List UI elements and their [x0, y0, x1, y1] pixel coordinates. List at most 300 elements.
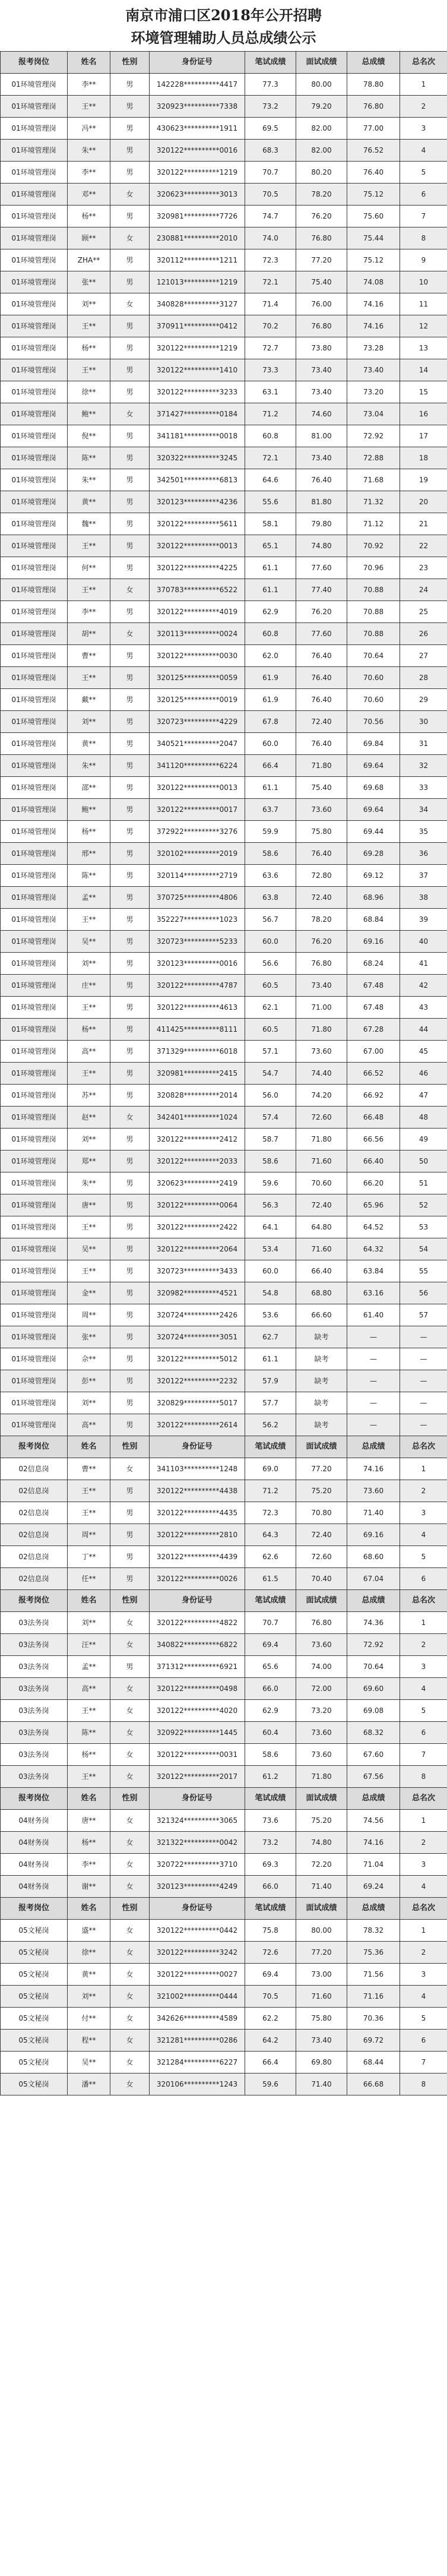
cell-rank: — — [400, 1348, 447, 1370]
cell-written-score: 62.7 — [245, 1326, 296, 1348]
cell-id-number: 320723**********5233 — [150, 931, 245, 953]
table-row — [1, 227, 447, 249]
cell-id-number: 320122**********0064 — [150, 1194, 245, 1216]
header-gender: 性别 — [110, 1788, 150, 1810]
cell-rank: 38 — [400, 887, 447, 909]
cell-rank: 5 — [400, 2008, 447, 2030]
cell-interview-score: 66.60 — [296, 1304, 347, 1326]
header-name: 姓名 — [68, 1590, 110, 1612]
cell-gender: 男 — [110, 997, 150, 1019]
cell-rank: 9 — [400, 249, 447, 271]
cell-interview-score: 71.40 — [296, 1876, 347, 1898]
cell-rank: 1 — [400, 1612, 447, 1634]
cell-interview-score: 缺考 — [296, 1370, 347, 1392]
cell-id-number: 320828**********2014 — [150, 1085, 245, 1107]
cell-id-number: 320122**********0013 — [150, 535, 245, 557]
cell-total-score: 69.16 — [347, 1524, 400, 1546]
score-table-body — [1, 52, 447, 2095]
cell-name: 付** — [68, 2008, 110, 2030]
cell-position: 01环境管理岗 — [1, 843, 68, 865]
cell-gender: 男 — [110, 843, 150, 865]
cell-id-number: 341181**********0018 — [150, 425, 245, 447]
cell-interview-score: 77.20 — [296, 249, 347, 271]
cell-id-number: 142228**********4417 — [150, 74, 245, 96]
table-row — [1, 162, 447, 184]
cell-total-score: 69.24 — [347, 1876, 400, 1898]
cell-written-score: 62.9 — [245, 601, 296, 623]
cell-position: 01环境管理岗 — [1, 184, 68, 206]
header-position: 报考岗位 — [1, 1590, 68, 1612]
cell-position: 03法务岗 — [1, 1744, 68, 1766]
cell-interview-score: 82.00 — [296, 140, 347, 162]
cell-interview-score: 73.20 — [296, 1700, 347, 1722]
table-row — [1, 821, 447, 843]
cell-position: 01环境管理岗 — [1, 293, 68, 315]
cell-interview-score: 72.00 — [296, 1678, 347, 1700]
cell-interview-score: 73.60 — [296, 799, 347, 821]
cell-id-number: 371427**********0184 — [150, 403, 245, 425]
header-gender: 性别 — [110, 52, 150, 74]
cell-position: 01环境管理岗 — [1, 513, 68, 535]
cell-id-number: 352227**********1023 — [150, 909, 245, 931]
table-row — [1, 359, 447, 381]
cell-id-number: 320122**********0031 — [150, 1744, 245, 1766]
cell-written-score: 58.1 — [245, 513, 296, 535]
table-row — [1, 777, 447, 799]
cell-name: 王** — [68, 667, 110, 689]
cell-position: 05文秘岗 — [1, 2052, 68, 2074]
cell-id-number: 320112**********1211 — [150, 249, 245, 271]
cell-name: 任** — [68, 1568, 110, 1590]
cell-id-number: 340521**********2047 — [150, 733, 245, 755]
cell-written-score: 61.9 — [245, 689, 296, 711]
cell-written-score: 62.1 — [245, 997, 296, 1019]
cell-rank: 27 — [400, 645, 447, 667]
cell-rank: 2 — [400, 1832, 447, 1854]
cell-gender: 女 — [110, 1920, 150, 1942]
cell-written-score: 60.4 — [245, 1722, 296, 1744]
cell-written-score: 61.2 — [245, 1766, 296, 1788]
table-row — [1, 579, 447, 601]
cell-position: 01环境管理岗 — [1, 1150, 68, 1172]
cell-interview-score: 76.40 — [296, 843, 347, 865]
cell-written-score: 66.0 — [245, 1678, 296, 1700]
cell-total-score: 68.32 — [347, 1722, 400, 1744]
cell-gender: 女 — [110, 2030, 150, 2052]
cell-gender: 女 — [110, 579, 150, 601]
cell-position: 01环境管理岗 — [1, 1107, 68, 1129]
cell-position: 01环境管理岗 — [1, 140, 68, 162]
cell-interview-score: 72.40 — [296, 711, 347, 733]
cell-written-score: 72.1 — [245, 447, 296, 469]
cell-interview-score: 73.40 — [296, 359, 347, 381]
table-row — [1, 206, 447, 227]
cell-name: 朱** — [68, 469, 110, 491]
cell-written-score: 69.4 — [245, 1634, 296, 1656]
cell-gender: 男 — [110, 755, 150, 777]
cell-interview-score: 78.20 — [296, 909, 347, 931]
table-row — [1, 2008, 447, 2030]
cell-position: 05文秘岗 — [1, 2074, 68, 2095]
cell-id-number: 320125**********0019 — [150, 689, 245, 711]
page-title — [0, 0, 447, 51]
cell-written-score: 73.2 — [245, 96, 296, 118]
cell-gender: 女 — [110, 1766, 150, 1788]
cell-position: 01环境管理岗 — [1, 755, 68, 777]
table-row — [1, 1678, 447, 1700]
cell-written-score: 69.3 — [245, 1854, 296, 1876]
cell-name: 赵** — [68, 1107, 110, 1129]
cell-rank: 44 — [400, 1019, 447, 1041]
cell-id-number: 411425**********8111 — [150, 1019, 245, 1041]
cell-written-score: 61.9 — [245, 667, 296, 689]
cell-total-score: 73.20 — [347, 381, 400, 403]
header-name: 姓名 — [68, 1788, 110, 1810]
cell-written-score: 73.2 — [245, 1832, 296, 1854]
cell-total-score: 77.00 — [347, 118, 400, 140]
cell-gender: 女 — [110, 1876, 150, 1898]
cell-position: 01环境管理岗 — [1, 1370, 68, 1392]
cell-id-number: 320122**********0030 — [150, 645, 245, 667]
table-row — [1, 1304, 447, 1326]
cell-gender: 男 — [110, 447, 150, 469]
cell-written-score: 70.2 — [245, 315, 296, 337]
cell-id-number: 321324**********3065 — [150, 1810, 245, 1832]
cell-interview-score: 70.60 — [296, 1172, 347, 1194]
cell-written-score: 69.0 — [245, 1458, 296, 1480]
header-gender: 性别 — [110, 1436, 150, 1458]
cell-position: 04财务岗 — [1, 1810, 68, 1832]
cell-written-score: 63.1 — [245, 381, 296, 403]
cell-id-number: 320122**********2412 — [150, 1129, 245, 1150]
cell-name: 金** — [68, 1282, 110, 1304]
cell-position: 01环境管理岗 — [1, 381, 68, 403]
cell-interview-score: 73.60 — [296, 1634, 347, 1656]
table-row — [1, 1282, 447, 1304]
cell-name: ZHA** — [68, 249, 110, 271]
cell-written-score: 64.6 — [245, 469, 296, 491]
cell-total-score: 68.44 — [347, 2052, 400, 2074]
cell-id-number: 320981**********2415 — [150, 1063, 245, 1085]
cell-written-score: 63.6 — [245, 865, 296, 887]
cell-name: 黄** — [68, 733, 110, 755]
cell-id-number: 320724**********3051 — [150, 1326, 245, 1348]
table-row — [1, 1414, 447, 1436]
cell-id-number: 340822**********6822 — [150, 1634, 245, 1656]
cell-total-score: 69.64 — [347, 755, 400, 777]
cell-id-number: 320122**********5012 — [150, 1348, 245, 1370]
header-position: 报考岗位 — [1, 1436, 68, 1458]
cell-gender: 男 — [110, 1656, 150, 1678]
header-rank: 总名次 — [400, 1898, 447, 1920]
cell-name: 朱** — [68, 755, 110, 777]
cell-id-number: 320122**********2232 — [150, 1370, 245, 1392]
cell-total-score: 66.92 — [347, 1085, 400, 1107]
cell-written-score: 56.7 — [245, 909, 296, 931]
cell-id-number: 320106**********1243 — [150, 2074, 245, 2095]
cell-name: 邢** — [68, 843, 110, 865]
cell-total-score: 71.12 — [347, 513, 400, 535]
cell-total-score: 67.28 — [347, 1019, 400, 1041]
cell-position: 01环境管理岗 — [1, 491, 68, 513]
cell-position: 01环境管理岗 — [1, 711, 68, 733]
cell-written-score: 57.1 — [245, 1041, 296, 1063]
cell-id-number: 320122**********4822 — [150, 1612, 245, 1634]
cell-name: 吴** — [68, 1238, 110, 1260]
cell-id-number: 341103**********1248 — [150, 1458, 245, 1480]
cell-interview-score: 81.80 — [296, 491, 347, 513]
cell-name: 程** — [68, 2030, 110, 2052]
cell-gender: 男 — [110, 733, 150, 755]
cell-id-number: 372922**********3276 — [150, 821, 245, 843]
table-row — [1, 381, 447, 403]
table-row — [1, 887, 447, 909]
cell-id-number: 320922**********1445 — [150, 1722, 245, 1744]
cell-gender: 女 — [110, 1964, 150, 1986]
cell-interview-score: 71.00 — [296, 997, 347, 1019]
cell-position: 04财务岗 — [1, 1876, 68, 1898]
cell-total-score: 71.32 — [347, 491, 400, 513]
cell-written-score: 70.5 — [245, 184, 296, 206]
cell-name: 鲍** — [68, 403, 110, 425]
cell-id-number: 320122**********0017 — [150, 799, 245, 821]
cell-position: 02信息岗 — [1, 1458, 68, 1480]
cell-gender: 女 — [110, 293, 150, 315]
header-total-score: 总成绩 — [347, 52, 400, 74]
table-row — [1, 1392, 447, 1414]
cell-rank: 34 — [400, 799, 447, 821]
cell-gender: 男 — [110, 821, 150, 843]
cell-total-score: 66.48 — [347, 1107, 400, 1129]
cell-written-score: 61.1 — [245, 557, 296, 579]
cell-rank: 5 — [400, 162, 447, 184]
cell-total-score: 66.52 — [347, 1063, 400, 1085]
cell-position: 01环境管理岗 — [1, 118, 68, 140]
header-written-score: 笔试成绩 — [245, 1436, 296, 1458]
cell-id-number: 320122**********3242 — [150, 1942, 245, 1964]
cell-interview-score: 76.80 — [296, 1612, 347, 1634]
table-row — [1, 1832, 447, 1854]
cell-id-number: 320623**********3013 — [150, 184, 245, 206]
table-row — [1, 1722, 447, 1744]
table-row — [1, 1700, 447, 1722]
cell-interview-score: 75.80 — [296, 2008, 347, 2030]
cell-gender: 男 — [110, 953, 150, 975]
cell-rank: 40 — [400, 931, 447, 953]
cell-id-number: 320322**********3245 — [150, 447, 245, 469]
table-row — [1, 513, 447, 535]
cell-rank: 52 — [400, 1194, 447, 1216]
cell-interview-score: 76.80 — [296, 315, 347, 337]
cell-position: 01环境管理岗 — [1, 271, 68, 293]
table-row — [1, 1348, 447, 1370]
cell-written-score: 73.3 — [245, 359, 296, 381]
cell-written-score: 60.8 — [245, 425, 296, 447]
cell-rank: 2 — [400, 1942, 447, 1964]
cell-rank: 4 — [400, 1524, 447, 1546]
cell-written-score: 72.7 — [245, 337, 296, 359]
cell-id-number: 320722**********3710 — [150, 1854, 245, 1876]
cell-position: 01环境管理岗 — [1, 799, 68, 821]
cell-id-number: 320114**********2719 — [150, 865, 245, 887]
cell-id-number: 320122**********0442 — [150, 1920, 245, 1942]
table-row — [1, 601, 447, 623]
cell-written-score: 56.0 — [245, 1085, 296, 1107]
cell-position: 01环境管理岗 — [1, 997, 68, 1019]
cell-id-number: 320123**********4249 — [150, 1876, 245, 1898]
cell-total-score: 69.28 — [347, 843, 400, 865]
cell-id-number: 320122**********5611 — [150, 513, 245, 535]
cell-name: 杨** — [68, 206, 110, 227]
cell-name: 朱** — [68, 140, 110, 162]
cell-written-score: 63.7 — [245, 799, 296, 821]
table-row — [1, 1063, 447, 1085]
cell-position: 01环境管理岗 — [1, 1129, 68, 1150]
cell-interview-score: 71.40 — [296, 2074, 347, 2095]
cell-rank: 5 — [400, 1700, 447, 1722]
cell-written-score: 60.0 — [245, 931, 296, 953]
cell-rank: 2 — [400, 1634, 447, 1656]
cell-interview-score: 73.60 — [296, 1744, 347, 1766]
cell-written-score: 68.3 — [245, 140, 296, 162]
cell-position: 01环境管理岗 — [1, 535, 68, 557]
cell-total-score: 69.60 — [347, 1678, 400, 1700]
cell-gender: 男 — [110, 140, 150, 162]
table-row — [1, 1920, 447, 1942]
cell-id-number: 320122**********4787 — [150, 975, 245, 997]
cell-name: 顾** — [68, 227, 110, 249]
table-row — [1, 667, 447, 689]
cell-position: 01环境管理岗 — [1, 601, 68, 623]
cell-written-score: 62.9 — [245, 1700, 296, 1722]
cell-written-score: 74.0 — [245, 227, 296, 249]
cell-id-number: 320122**********1410 — [150, 359, 245, 381]
cell-name: 高** — [68, 1678, 110, 1700]
cell-total-score: — — [347, 1392, 400, 1414]
cell-position: 03法务岗 — [1, 1700, 68, 1722]
cell-position: 03法务岗 — [1, 1634, 68, 1656]
header-id-number: 身份证号 — [150, 1898, 245, 1920]
cell-total-score: 72.92 — [347, 425, 400, 447]
cell-gender: 男 — [110, 381, 150, 403]
cell-position: 02信息岗 — [1, 1524, 68, 1546]
cell-total-score: 76.40 — [347, 162, 400, 184]
cell-written-score: 71.2 — [245, 1480, 296, 1502]
cell-position: 01环境管理岗 — [1, 953, 68, 975]
cell-gender: 男 — [110, 931, 150, 953]
cell-interview-score: 74.60 — [296, 403, 347, 425]
cell-written-score: 64.2 — [245, 2030, 296, 2052]
table-row — [1, 1129, 447, 1150]
cell-gender: 男 — [110, 315, 150, 337]
cell-total-score: 70.60 — [347, 689, 400, 711]
cell-id-number: 121013**********1219 — [150, 271, 245, 293]
cell-position: 01环境管理岗 — [1, 887, 68, 909]
cell-rank: 28 — [400, 667, 447, 689]
cell-id-number: 320981**********7726 — [150, 206, 245, 227]
cell-name: 唐** — [68, 1194, 110, 1216]
cell-gender: 男 — [110, 1370, 150, 1392]
cell-position: 01环境管理岗 — [1, 1063, 68, 1085]
cell-total-score: 64.52 — [347, 1216, 400, 1238]
cell-interview-score: 72.80 — [296, 865, 347, 887]
header-written-score: 笔试成绩 — [245, 1590, 296, 1612]
cell-rank: 3 — [400, 118, 447, 140]
cell-total-score: — — [347, 1414, 400, 1436]
cell-interview-score: 73.00 — [296, 1964, 347, 1986]
cell-gender: 男 — [110, 1260, 150, 1282]
table-row — [1, 271, 447, 293]
cell-written-score: 64.3 — [245, 1524, 296, 1546]
cell-id-number: 320122**********2810 — [150, 1524, 245, 1546]
cell-total-score: 64.32 — [347, 1238, 400, 1260]
cell-name: 李** — [68, 162, 110, 184]
cell-id-number: 320122**********0498 — [150, 1678, 245, 1700]
cell-written-score: 54.8 — [245, 1282, 296, 1304]
cell-written-score: 75.8 — [245, 1920, 296, 1942]
cell-rank: 6 — [400, 184, 447, 206]
cell-name: 刘** — [68, 711, 110, 733]
cell-written-score: 65.6 — [245, 1656, 296, 1678]
cell-position: 01环境管理岗 — [1, 1194, 68, 1216]
cell-rank: 6 — [400, 1722, 447, 1744]
table-row — [1, 403, 447, 425]
cell-id-number: 320125**********0059 — [150, 667, 245, 689]
cell-interview-score: 71.80 — [296, 1129, 347, 1150]
cell-name: 周** — [68, 1304, 110, 1326]
cell-written-score: 69.4 — [245, 1964, 296, 1986]
cell-position: 01环境管理岗 — [1, 909, 68, 931]
cell-total-score: 75.44 — [347, 227, 400, 249]
cell-total-score: 69.84 — [347, 733, 400, 755]
cell-id-number: 320982**********4521 — [150, 1282, 245, 1304]
cell-position: 05文秘岗 — [1, 1964, 68, 1986]
header-name: 姓名 — [68, 1436, 110, 1458]
cell-rank: 41 — [400, 953, 447, 975]
cell-name: 胡** — [68, 623, 110, 645]
cell-gender: 男 — [110, 513, 150, 535]
cell-interview-score: 76.40 — [296, 667, 347, 689]
cell-id-number: 320122**********4613 — [150, 997, 245, 1019]
table-row — [1, 1634, 447, 1656]
table-row — [1, 645, 447, 667]
cell-interview-score: 72.60 — [296, 1107, 347, 1129]
cell-id-number: 320122**********4225 — [150, 557, 245, 579]
header-position: 报考岗位 — [1, 1788, 68, 1810]
cell-interview-score: 73.40 — [296, 447, 347, 469]
table-row — [1, 1854, 447, 1876]
header-gender: 性别 — [110, 1898, 150, 1920]
cell-rank: 4 — [400, 1678, 447, 1700]
table-row — [1, 1986, 447, 2008]
cell-total-score: 74.16 — [347, 315, 400, 337]
cell-rank: 57 — [400, 1304, 447, 1326]
cell-id-number: 371312**********6921 — [150, 1656, 245, 1678]
cell-position: 01环境管理岗 — [1, 1392, 68, 1414]
cell-name: 杨** — [68, 1019, 110, 1041]
cell-total-score: 70.36 — [347, 2008, 400, 2030]
cell-written-score: 69.5 — [245, 118, 296, 140]
cell-gender: 男 — [110, 1194, 150, 1216]
table-row — [1, 953, 447, 975]
table-row — [1, 1194, 447, 1216]
cell-total-score: 68.60 — [347, 1546, 400, 1568]
cell-rank: 1 — [400, 1458, 447, 1480]
cell-interview-score: 72.40 — [296, 1524, 347, 1546]
cell-name: 谢** — [68, 1876, 110, 1898]
cell-written-score: 63.8 — [245, 887, 296, 909]
cell-gender: 女 — [110, 1612, 150, 1634]
